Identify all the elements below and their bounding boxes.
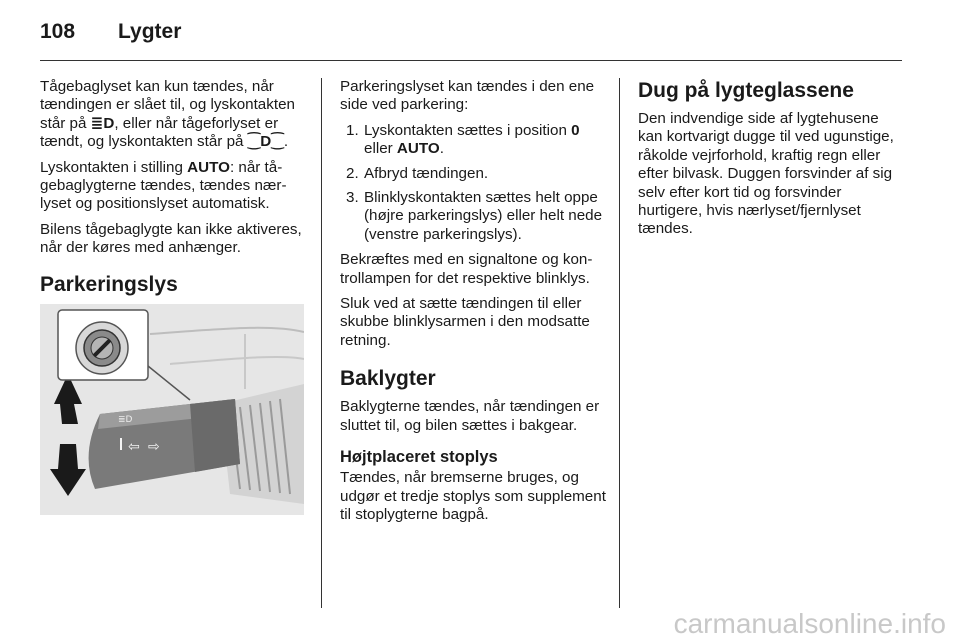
heading-fogged-lenses: Dug på lygteglassene	[638, 79, 854, 102]
page-number: 108	[40, 20, 76, 43]
page-title: Lygter	[118, 20, 182, 43]
paragraph-brake: Tændes, når bremserne bruges, og udgør et tredje stoplys som supplement til stoplygterne bagpå.	[340, 469, 606, 523]
fog-front-symbol: ⁐D⁐	[247, 133, 284, 151]
paragraph-switch-off: Sluk ved at sætte tændingen til eller skubbe blinklysarmen i den modsatte retning.	[340, 295, 590, 349]
list-item: 3. Blinklyskontakten sættes helt oppe (højre parkeringslys) eller helt nede (venstre parkeringslys).	[346, 189, 603, 243]
column-left	[40, 78, 306, 515]
lever-symbol-bar	[120, 438, 122, 450]
paragraph-parking-intro: Parkeringslyset kan tændes i den ene side ved parkering:	[340, 78, 595, 114]
fog-rear-symbol: ≣D	[90, 114, 115, 132]
paragraph-reverse: Baklygterne tændes, når tændingen er sluttet til, og bilen sættes i bakgear.	[340, 398, 600, 434]
column-middle	[340, 78, 606, 531]
column-right	[638, 78, 902, 246]
paragraph-fog-rear: Tågebaglyset kan kun tændes, når tændingen er slået til, og lyskontakten står på ≣D, eller når tågeforlyset er tændt, og lyskontakten står på ⁐D⁐.	[40, 78, 295, 151]
parking-steps-list	[340, 122, 606, 244]
column-divider	[321, 78, 322, 608]
auto-label: AUTO	[187, 158, 230, 176]
heading-reverse-lights: Baklygter	[340, 367, 436, 391]
paragraph-trailer: Bilens tågebaglygte kan ikke aktiveres, når der køres med anhænger.	[40, 220, 302, 257]
paragraph-fogged-lenses: Den indvendige side af lygtehusene kan kortvarigt dugge til ved ugunstige, råkolde vejrforhold, kraftig regn eller efter bilvask. Duggen forsvinder af sig selv efter kort tid og forsvinder hurtigere, hvis nærlyset/fjernlyset tændes.	[638, 110, 894, 238]
lever-symbol-fog: ≣D	[118, 414, 133, 425]
heading-brake-light: Højtplaceret stoplys	[340, 448, 498, 467]
heading-parking-lights: Parkeringslys	[40, 272, 178, 296]
list-item: 1. Lyskontakten sættes i position 0 eller AUTO.	[346, 121, 580, 158]
paragraph-auto: Lyskontakten i stilling AUTO: når tågebaglygterne tændes, tændes nærlyset og positionslyset automatisk.	[40, 158, 287, 213]
auto-label: AUTO	[396, 140, 440, 158]
column-divider	[619, 78, 620, 608]
paragraph-confirm: Bekræftes med en signaltone og kontrollampen for det respektive blinklys.	[340, 251, 593, 287]
list-item: 2. Afbryd tændingen.	[346, 164, 489, 182]
lever-symbol-right-arrow: ⇨	[148, 438, 160, 455]
position-zero: 0	[571, 121, 580, 139]
lever-symbol-left-arrow: ⇦	[128, 438, 140, 455]
header-rule	[40, 60, 902, 61]
watermark: carmanualsonline.info	[673, 608, 946, 639]
light-switch-illustration	[40, 304, 304, 515]
